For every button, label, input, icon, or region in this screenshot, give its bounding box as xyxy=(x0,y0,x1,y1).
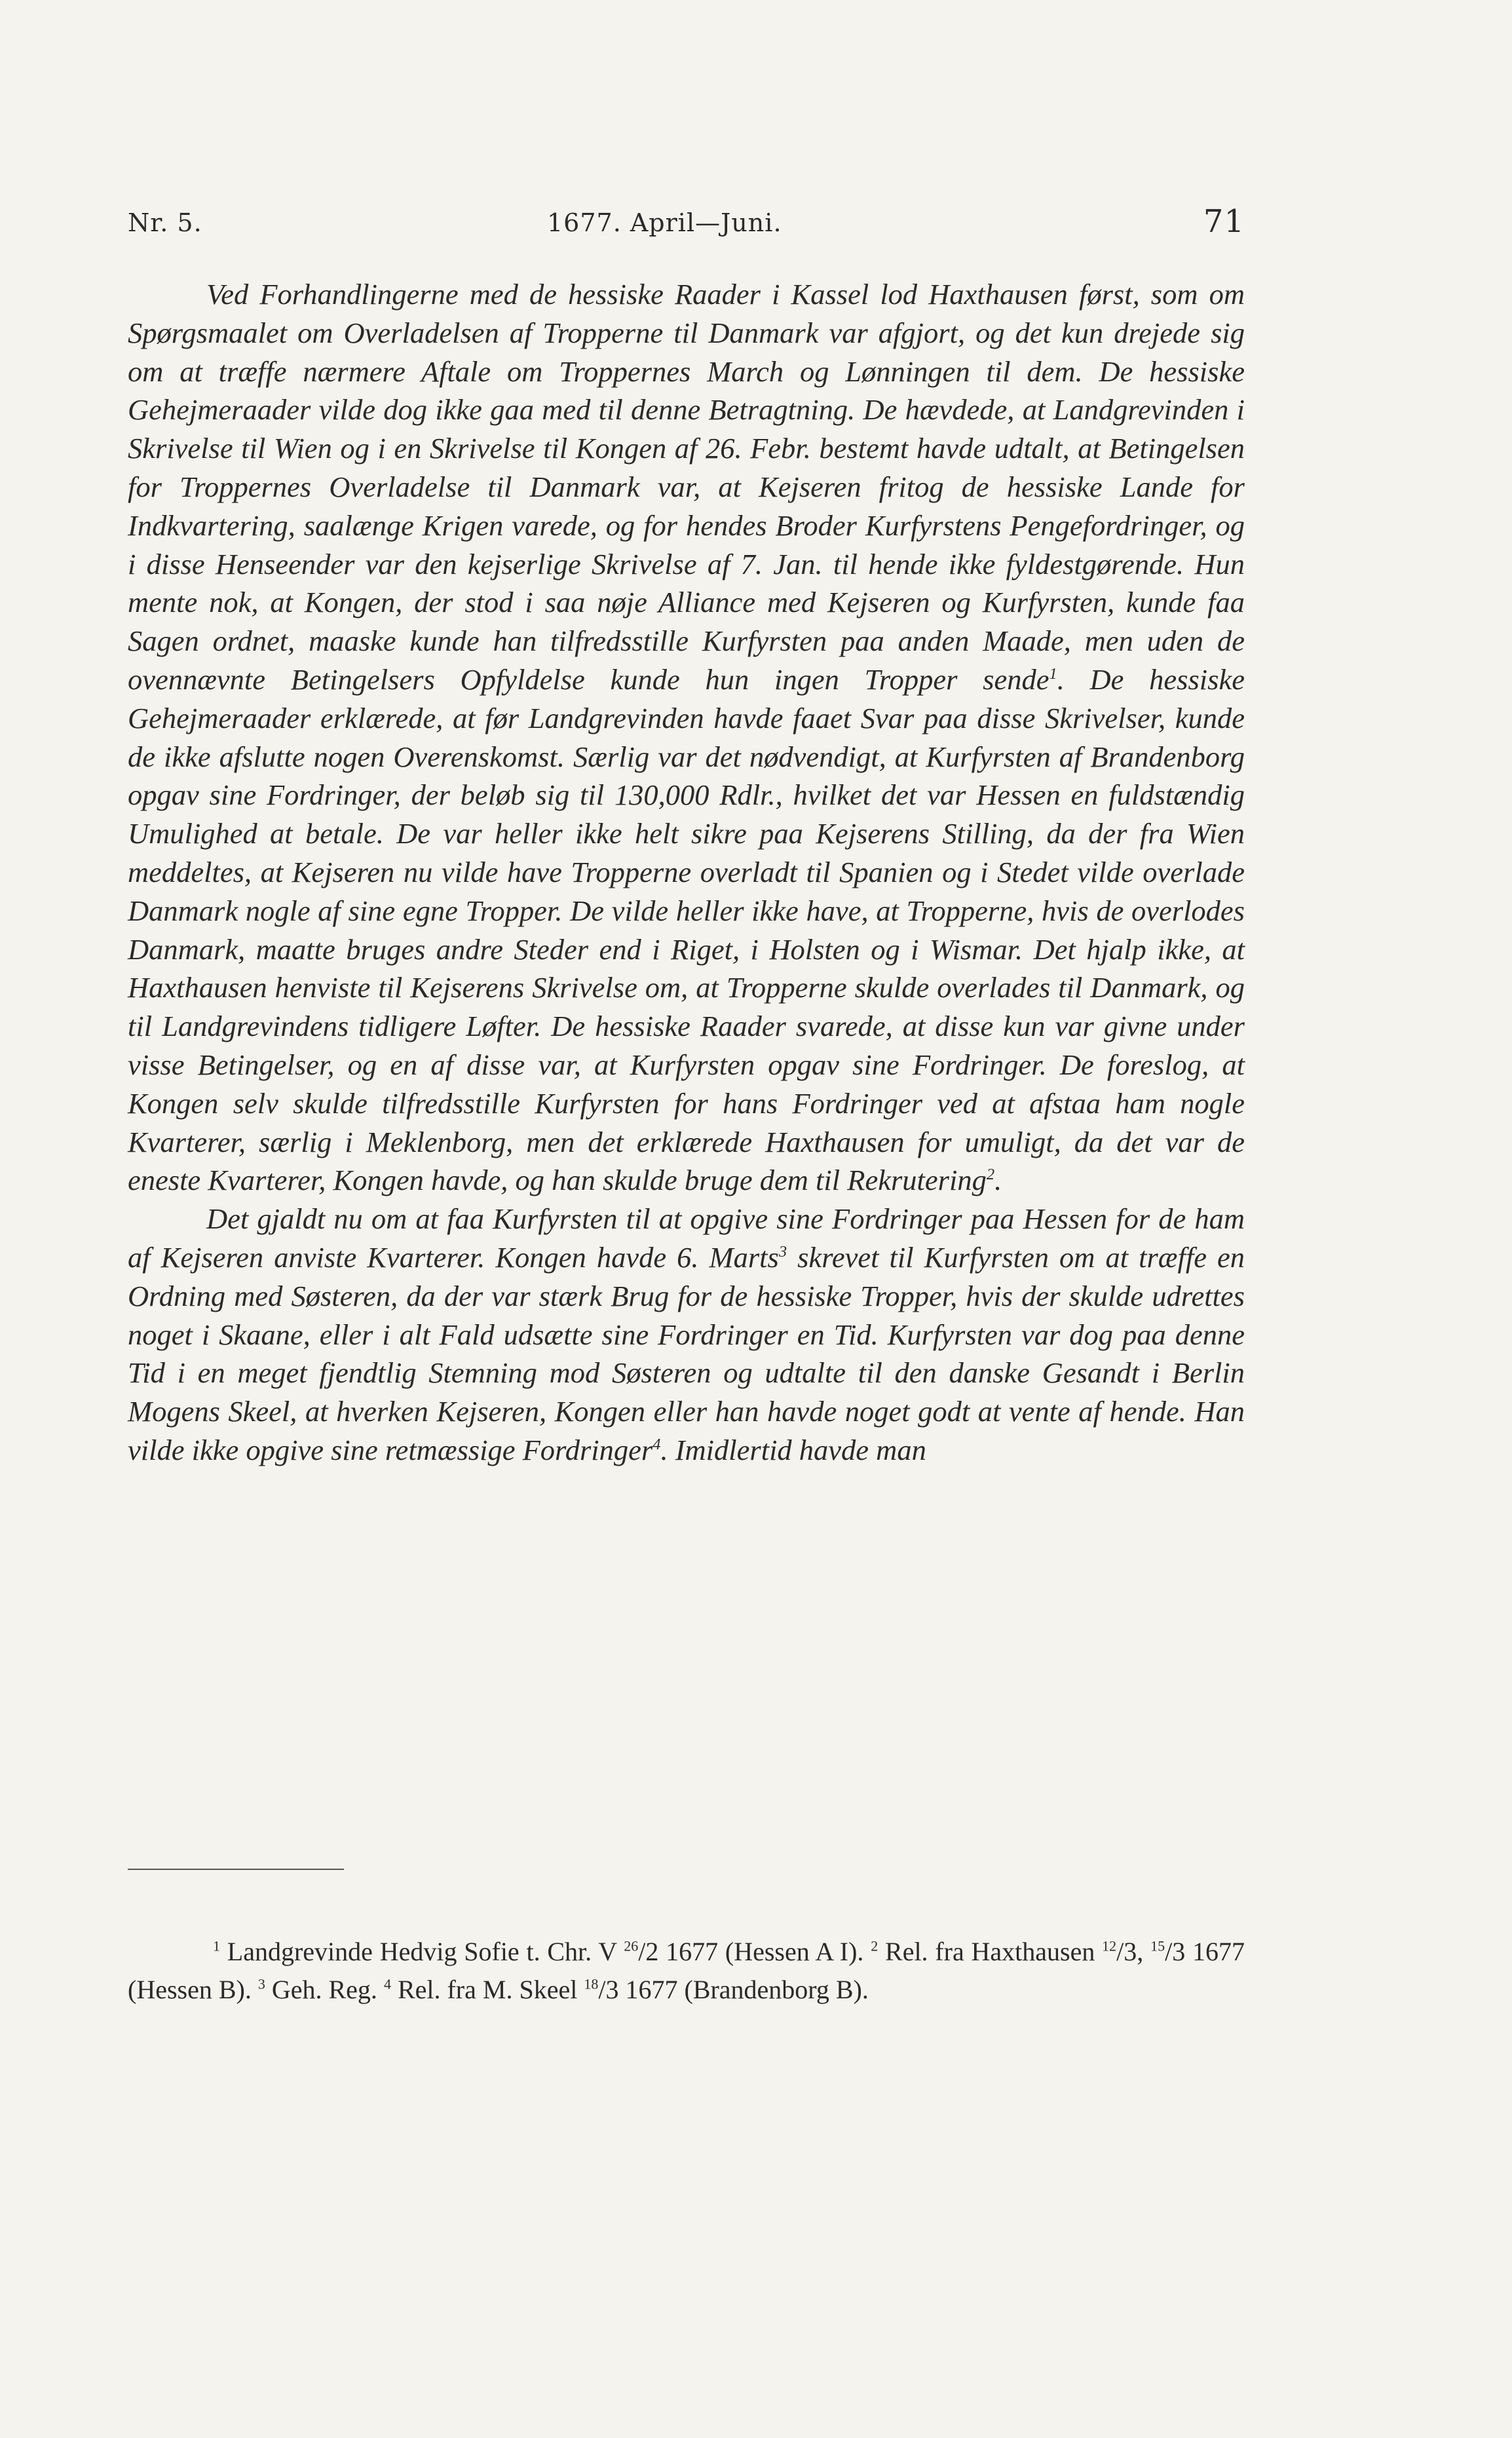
text-run: Det gjaldt nu om at faa Kurfyrsten til at opgive sine Fordringer paa Hessen for de ham af Kejseren anviste Kvarterer. Kongen havde 6. Marts xyxy=(128,1202,1245,1274)
footnote-ref: 4 xyxy=(652,1436,661,1454)
main-text xyxy=(128,275,1245,1470)
text-run: Ved Forhandlingerne med de hessiske Raader i Kassel lod Haxthausen først, som om Spørgsmaalet om Overladelsen af Tropperne til Danmark var afgjort, og det kun drejede sig om at træffe nærmere Aftale om Troppernes March og Lønningen til dem. De hessiske Gehejmeraader vilde dog ikke gaa med til denne Betragtning. De hævdede, at Landgrevinden i Skrivelse til Wien og i en Skrivelse til Kongen af 26. Febr. bestemt havde udtalt, at Betingelsen for Troppernes Overladelse til Danmark var, at Kejseren fritog de hessiske Lande for Indkvartering, saalænge Krigen varede, og for hendes Broder Kurfyrstens Pengefordringer, og i disse Henseender var den kejserlige Skrivelse af 7. Jan. til hende ikke fyldestgørende. Hun mente nok, at Kongen, der stod i saa nøje Alliance med Kejseren og Kurfyrsten, kunde faa Sagen ordnet, maaske kunde han tilfredsstille Kurfyrsten paa anden Maade, men uden de ovennævnte Betingelsers Opfyldelse kunde hun ingen Tropper sende xyxy=(128,278,1245,696)
paragraph xyxy=(128,1200,1245,1470)
footnote-ref: 3 xyxy=(778,1243,787,1261)
footnote-text: , xyxy=(1137,1937,1151,1966)
fraction-num: 18 xyxy=(584,1975,599,1992)
footnote-text: 1677 (Hessen A I). xyxy=(658,1937,871,1966)
paragraph xyxy=(128,275,1245,1200)
fraction-den: 2 xyxy=(645,1937,659,1966)
text-run: skrevet til Kurfyrsten om at træffe en Ordning med Søsteren, da der var stærk Brug for de hessiske Tropper, hvis der skulde udrettes noget i Skaane, eller i alt Fald udsætte sine Fordringer en Tid. Kurfyrsten var dog paa denne Tid i en meget fjendtlig Stemning mod Søsteren og udtalte til den danske Gesandt i Berlin Mogens Skeel, at hverken Kejseren, Kongen eller han havde noget godt at vente af hende. Han vilde ikke opgive sine retmæssige Fordringer xyxy=(128,1240,1245,1466)
fraction-den: 3 xyxy=(605,1975,619,2004)
fraction-num: 15 xyxy=(1150,1937,1165,1954)
date-range: 1677. April—Juni. xyxy=(547,208,782,237)
footnote-number: 1 xyxy=(213,1937,220,1954)
text-run: . Imidlertid havde man xyxy=(660,1433,926,1466)
fraction-den: 3 xyxy=(1172,1937,1186,1966)
running-header xyxy=(128,203,1245,242)
footnote-number: 3 xyxy=(257,1975,265,1992)
footnotes xyxy=(128,1933,1245,2009)
text-run: . De hessiske Gehejmeraader erklærede, at før Landgrevinden havde faaet Svar paa disse Skrivelser, kunde de ikke afslutte nogen Overenskomst. Særlig var det nødvendigt, at Kurfyrsten af Brandenborg opgav sine Fordringer, der beløb sig til 130,000 Rdlr., hvilket det var Hessen en fuldstændig Umulighed at betale. De var heller ikke helt sikre paa Kejserens Stilling, da der fra Wien meddeltes, at Kejseren nu vilde have Tropperne overladt til Spanien og i Stedet vilde overlade Danmark nogle af sine egne Tropper. De vilde heller ikke have, at Tropperne, hvis de overlodes Danmark, maatte bruges andre Steder end i Riget, i Holsten og i Wismar. Det hjalp ikke, at Haxthausen henviste til Kejserens Skrivelse om, at Tropperne skulde overlades til Danmark, og til Landgrevindens tidligere Løfter. De hessiske Raader svarede, at disse kun var givne under visse Betingelser, og en af disse var, at Kurfyrsten opgav sine Fordringer. De foreslog, at Kongen selv skulde tilfredsstille Kurfyrsten for hans Fordringer ved at afstaa ham nogle Kvarterer, særlig i Meklenborg, men det erklærede Haxthausen for umuligt, da det var de eneste Kvarterer, Kongen havde, og han skulde bruge dem til Rekrutering xyxy=(128,662,1245,1197)
footnote-text: 1677 (Hessen B). xyxy=(128,1937,1245,2004)
issue-number: Nr. 5. xyxy=(128,208,202,237)
footnote-ref: 2 xyxy=(986,1166,995,1184)
footnote-text: Landgrevinde Hedvig Sofie t. Chr. V xyxy=(220,1937,624,1966)
fraction-num: 12 xyxy=(1102,1937,1117,1954)
fraction-slash: / xyxy=(1165,1937,1173,1966)
footnote-text: Rel. fra Haxthausen xyxy=(878,1937,1103,1966)
footnote-text: Rel. fra M. Skeel xyxy=(390,1975,584,2004)
fraction-slash: / xyxy=(1116,1937,1124,1966)
footnote-number: 2 xyxy=(871,1937,879,1954)
footnote-text: 1677 (Brandenborg B). xyxy=(618,1975,869,2004)
footnote-divider xyxy=(128,1869,344,1870)
footnote-text: Geh. Reg. xyxy=(265,1975,384,2004)
footnote-ref: 1 xyxy=(1049,665,1057,683)
footnote-number: 4 xyxy=(383,1975,391,1992)
footnote-block xyxy=(128,1933,1245,2009)
page-number: 71 xyxy=(1203,203,1245,240)
fraction-den: 3 xyxy=(1124,1937,1137,1966)
text-run: . xyxy=(994,1164,1002,1197)
fraction-slash: / xyxy=(598,1975,606,2004)
fraction-num: 26 xyxy=(624,1937,639,1954)
fraction-slash: / xyxy=(638,1937,646,1966)
